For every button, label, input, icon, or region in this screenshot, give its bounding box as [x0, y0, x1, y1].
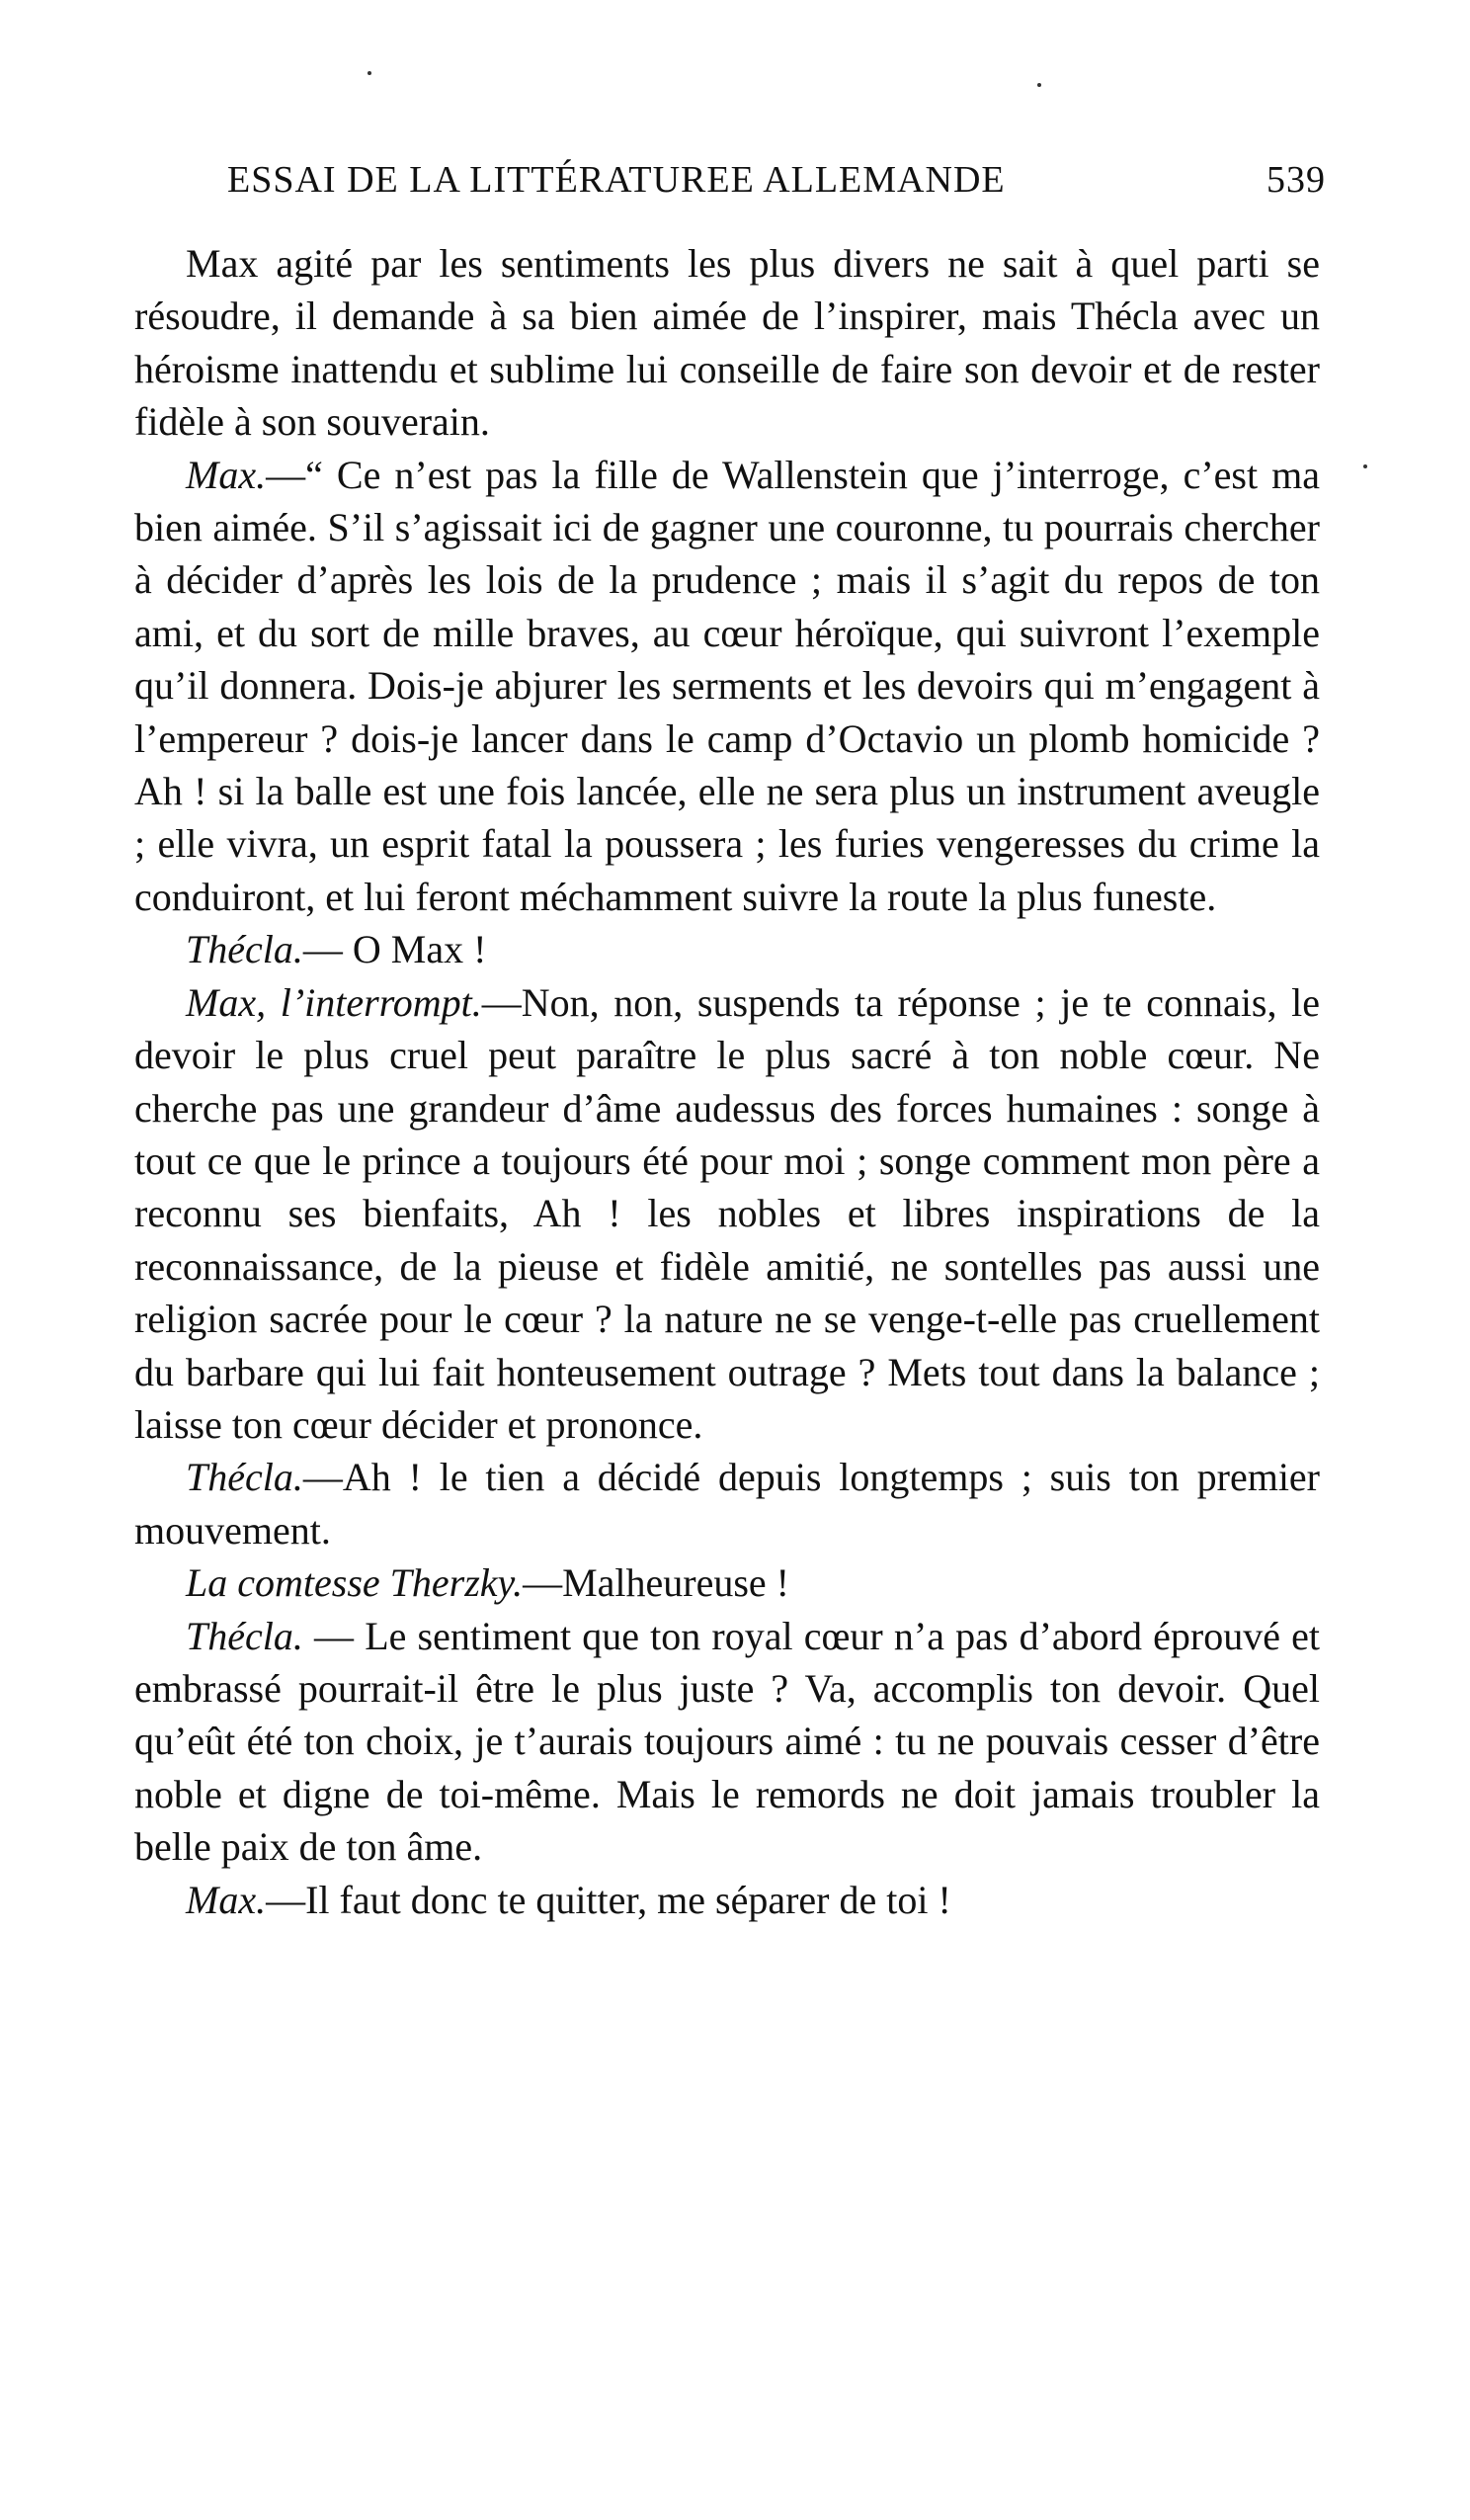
page-body — [134, 237, 1320, 1926]
speaker-name: Max. — [186, 1877, 267, 1922]
page-number: 539 — [1266, 159, 1326, 201]
speaker-name: Thécla. — [186, 927, 303, 972]
paragraph — [134, 1874, 1320, 1926]
speaker-name: Thécla. — [186, 1613, 303, 1658]
paragraph — [134, 237, 1320, 449]
paragraph-text: —Il faut donc te quitter, me séparer de toi ! — [266, 1877, 951, 1922]
paragraph-text: — O Max ! — [302, 927, 487, 972]
print-speck — [1037, 83, 1041, 87]
paragraph-text: —Non, non, suspends ta réponse ; je te connais, le devoir le plus cruel peut paraître le plus sacré à ton noble cœur. Ne cherche pas une grandeur d’âme audessus des forces humaines : songe à tout ce que le prince a toujours été pour moi ; songe comment mon père a reconnu ses bienfaits, Ah ! les nobles et libres inspirations de la reconnaissance, de la pieuse et fidèle amitié, ne sontelles pas aussi une religion sacrée pour le cœur ? la nature ne se venge-t-elle pas cruellement du barbare qui lui fait honteusement outrage ? Mets tout dans la balance ; laisse ton cœur décider et prononce. — [134, 979, 1320, 1447]
print-speck — [1363, 464, 1367, 468]
paragraph — [134, 1451, 1320, 1556]
running-header — [227, 158, 1326, 202]
paragraph — [134, 449, 1320, 924]
running-title: ESSAI DE LA LITTÉRATUREE ALLEMANDE — [227, 159, 1006, 201]
paragraph — [134, 923, 1320, 975]
paragraph — [134, 1610, 1320, 1874]
speaker-name: Max. — [186, 452, 267, 497]
paragraph — [134, 1556, 1320, 1609]
speaker-name: La comtesse Therzky. — [186, 1560, 524, 1606]
paragraph-text: —“ Ce n’est pas la fille de Wallenstein que j’interroge, c’est ma bien aimée. S’il s’agissait ici de gagner une couronne, tu pourrais chercher à décider d’après les lois de la prudence ; mais il s’agit du repos de ton ami, et du sort de mille braves, au cœur héroïque, qui suivront l’exemple qu’il donnera. Dois-je abjurer les serments et les devoirs qui m’engagent à l’empereur ? dois-je lancer dans le camp d’Octavio un plomb homicide ? Ah ! si la balle est une fois lancée, elle ne sera plus un instrument aveugle ; elle vivra, un esprit fatal la poussera ; les furies vengeresses du crime la conduiront, et lui feront méchamment suivre la route la plus funeste. — [134, 452, 1320, 919]
speaker-name: Max, l’interrompt. — [186, 979, 482, 1025]
paragraph-text: —Ah ! le tien a décidé depuis longtemps ; suis ton premier mouvement. — [134, 1455, 1320, 1553]
paragraph-text: Max agité par les sentiments les plus divers ne sait à quel parti se résoudre, il demande à sa bien aimée de l’inspirer, mais Thécla avec un héroisme inattendu et sublime lui conseille de faire son devoir et de rester fidèle à son souverain. — [134, 241, 1320, 445]
speaker-name: Thécla. — [186, 1455, 303, 1500]
print-speck — [368, 71, 371, 75]
paragraph-text: — Le sentiment que ton royal cœur n’a pas d’abord éprouvé et embrassé pourrait-il être le plus juste ? Va, accomplis ton devoir. Quel qu’eût été ton choix, je t’aurais toujours aimé : tu ne pouvais cesser d’être noble et digne de toi-même. Mais le remords ne doit jamais troubler la belle paix de ton âme. — [134, 1613, 1320, 1870]
paragraph-text: —Malheureuse ! — [523, 1560, 789, 1606]
paragraph — [134, 976, 1320, 1452]
